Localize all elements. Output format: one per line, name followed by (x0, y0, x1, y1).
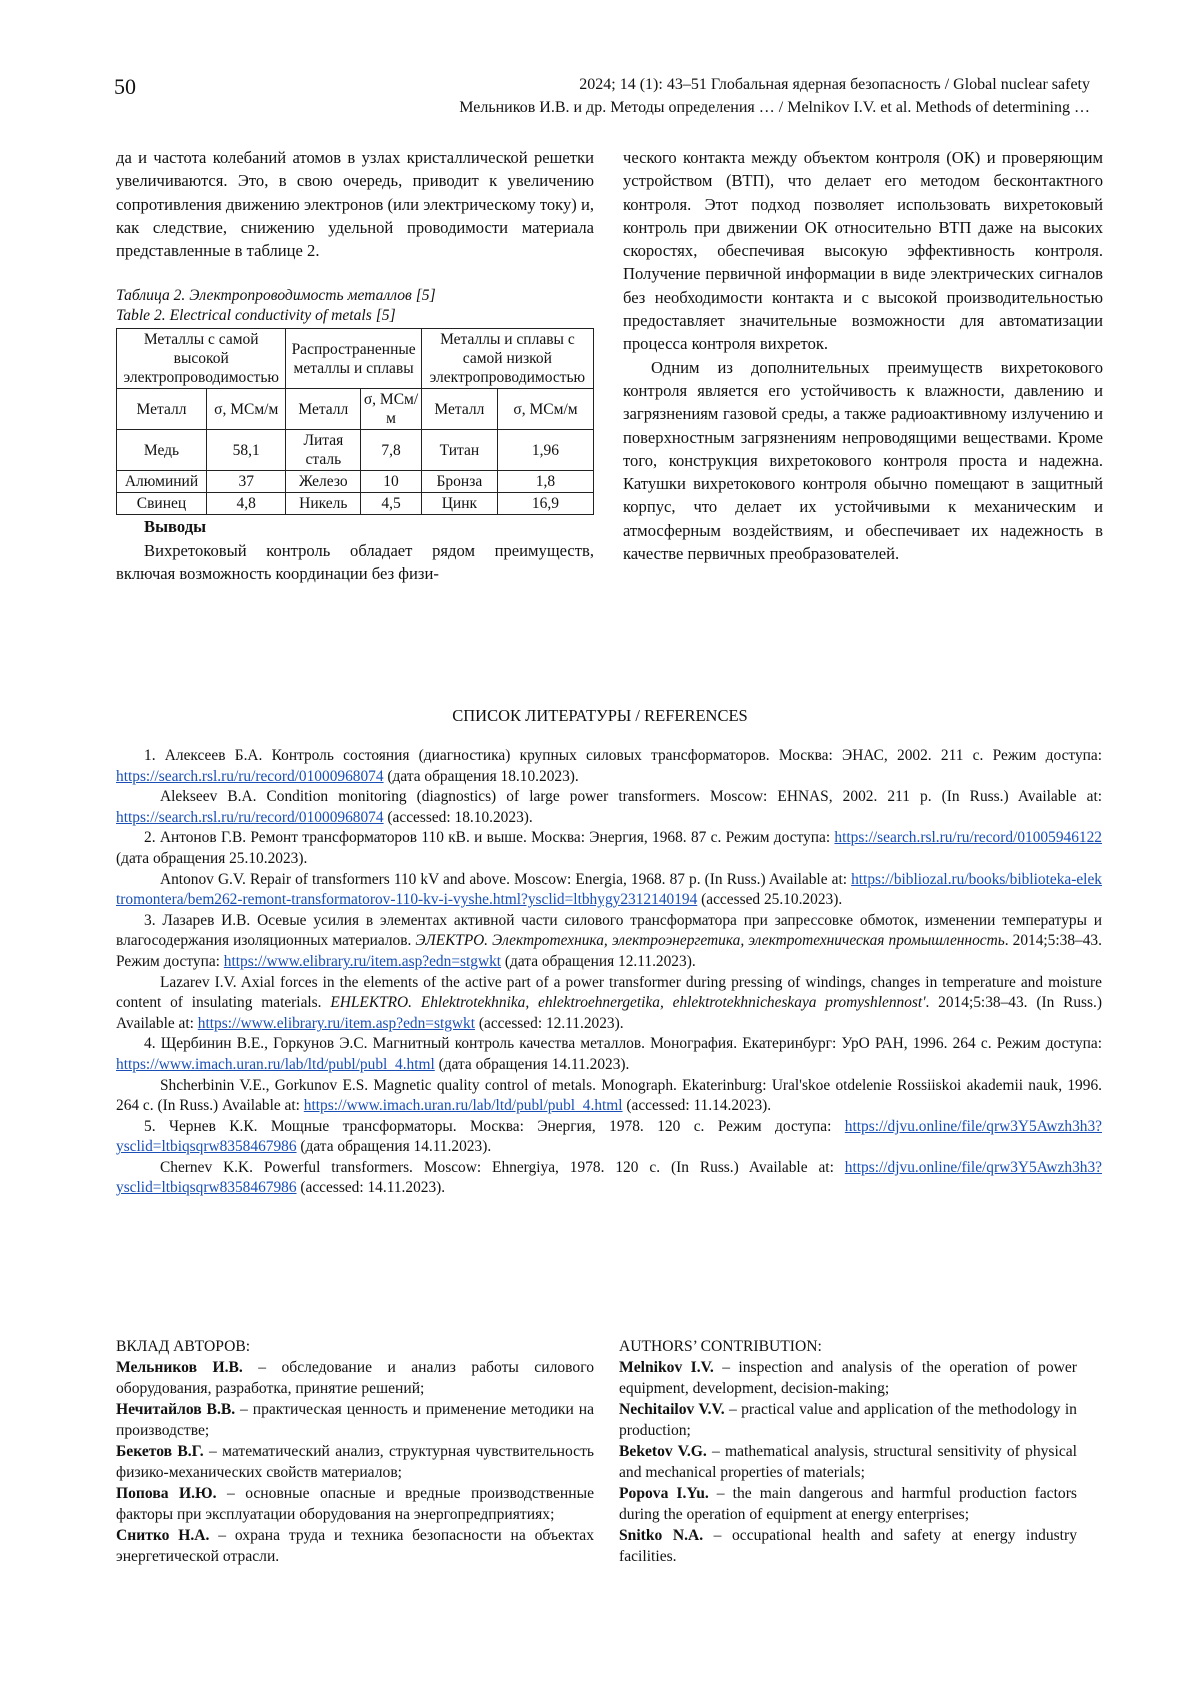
left-column (116, 146, 594, 585)
contribution-item: Мельников И.В. – обследование и анализ работы силового оборудования, разработка, принятие решений; (116, 1359, 595, 1397)
reference-4-en: Shcherbinin V.E., Gorkunov E.S. Magnetic quality control of metals. Monograph. Ekaterinburg: Ural'skoe otdelenie Rossiiskoi akademii nauk, 1996. 264 с. (In Russ.) Available at: https://www.imach.uran.ru/lab/ltd/publ/publ_4.html (accessed: 11.14.2023). (116, 1076, 1102, 1115)
contribution-item: Beketov V.G. – mathematical analysis, structural sensitivity of physical and mechanical properties of materials; (619, 1443, 1078, 1481)
table-cell: Никель (286, 493, 361, 515)
table-cell: 37 (206, 471, 285, 493)
col-header-metal: Металл (117, 389, 207, 430)
conclusions-paragraph: Вихретоковый контроль обладает рядом преимуществ, включая возможность координации без физи- (116, 540, 594, 584)
contribution-item: Снитко Н.А. – охрана труда и техника безопасности на объектах энергетической отрасли. (116, 1527, 594, 1565)
group-header-low: Металлы и сплавы с самой низкой электропроводимостью (421, 329, 593, 389)
contribution-item: Nechitailov V.V. – practical value and application of the methodology in production; (619, 1401, 1077, 1439)
table-group-header-row (117, 329, 594, 389)
intro-paragraph: да и частота колебаний атомов в узлах кристаллической решетки увеличиваются. Это, в свою очередь, приводит к увеличению сопротивления движению электронов (или электрическому току) и, как следствие, снижению удельной проводимости материала представленные в таблице 2. (116, 148, 594, 261)
reference-4-ru: 4. Щербинин В.Е., Горкунов Э.С. Магнитный контроль качества металлов. Монография. Екатеринбург: УрО РАН, 1996. 264 с. Режим доступа: https://www.imach.uran.ru/lab/ltd/publ/publ_4.html (дата обращения 14.11.2023). (116, 1035, 1102, 1073)
table-cell: 4,8 (206, 493, 285, 515)
reference-2-ru: 2. Антонов Г.В. Ремонт трансформаторов 110 кВ. и выше. Москва: Энергия, 1968. 87 с. Режим доступа: https://search.rsl.ru/ru/record/01005946122 (дата обращения 25.10.2023). (116, 829, 1102, 867)
contributions-en (619, 1336, 1077, 1567)
table-cell: Алюминий (117, 471, 207, 493)
contributions-ru-title: ВКЛАД АВТОРОВ: (116, 1338, 251, 1355)
col-header-metal: Металл (421, 389, 497, 430)
page-number: 50 (114, 74, 136, 99)
table-row (117, 430, 594, 471)
group-header-high: Металлы с самой высокой электропроводимостью (117, 329, 286, 389)
reference-2-en: Antonov G.V. Repair of transformers 110 kV and above. Moscow: Energia, 1968. 87 p. (In Russ.) Available at: https://bibliozal.ru/books/biblioteka-elektromontera/bem262-remont-transformatorov-110-kv-i-vyshe.html?ysclid=ltbhygy2312140194 (accessed 25.10.2023). (116, 870, 1102, 909)
table-cell: 16,9 (497, 493, 593, 515)
conclusions-heading: Выводы (144, 517, 207, 537)
group-header-common: Распространенные металлы и сплавы (286, 329, 421, 389)
reference-link[interactable]: https://search.rsl.ru/ru/record/01000968074 (116, 767, 384, 785)
reference-link[interactable]: https://www.elibrary.ru/item.asp?edn=stgwkt (197, 1014, 476, 1032)
table-cell: Цинк (421, 493, 497, 515)
contribution-item: Melnikov I.V. – inspection and analysis of the operation of power equipment, development, decision-making; (619, 1359, 1077, 1397)
contribution-item: Popova I.Yu. – the main dangerous and harmful production factors during the operation of equipment at energy enterprises; (619, 1485, 1077, 1523)
col-header-sigma: σ, МСм/м (206, 389, 285, 430)
table-caption (116, 286, 594, 326)
table-cell: 58,1 (206, 430, 285, 471)
contribution-item: Snitko N.A. – occupational health and safety at energy industry facilities. (619, 1527, 1078, 1565)
reference-3-ru: 3. Лазарев И.В. Осевые усилия в элементах активной части силового трансформатора при запрессовке обмоток, изменении температуры и влагосодержания изоляционных материалов. ЭЛЕКТРО. Электротехника, электроэнергетика, электротехническая промышленность. 2014;5:38–43. Режим доступа: https://www.elibrary.ru/item.asp?edn=stgwkt (дата обращения 12.11.2023). (116, 911, 1102, 970)
right-paragraph-2: Одним из дополнительных преимуществ вихретокового контроля является его устойчивость к влажности, давлению и загрязнениям газовой среды, а также радиоактивному излучению и поверхностным загрязнениям непроводящими веществами. Кроме того, конструкция вихретокового контроля проста и надежна. Катушки вихретокового контроля обычно помещают в защитный корпус, что делает их устойчивыми к механическим и атмосферным воздействиям, и обеспечивает их надежность в качестве первичных преобразователей. (623, 357, 1103, 564)
table-column-header-row (117, 389, 594, 430)
contributions-ru (116, 1336, 594, 1567)
reference-1-en: Alekseev B.A. Condition monitoring (diagnostics) of large power transformers. Moscow: EHNAS, 2002. 211 p. (In Russ.) Available at: https://search.rsl.ru/ru/record/01000968074 (accessed: 18.10.2023). (116, 788, 1102, 826)
table-cell: Железо (286, 471, 361, 493)
table-cell: 1,96 (497, 430, 593, 471)
reference-link[interactable]: https://www.imach.uran.ru/lab/ltd/publ/publ_4.html (116, 1055, 435, 1073)
reference-link[interactable]: https://www.elibrary.ru/item.asp?edn=stgwkt (223, 952, 502, 970)
journal-header: 2024; 14 (1): 43–51 Глобальная ядерная безопасность / Global nuclear safety (579, 76, 1090, 93)
reference-5-en: Chernev K.K. Powerful transformers. Moscow: Ehnergiya, 1978. 120 c. (In Russ.) Available at: https://djvu.online/file/qrw3Y5Awzh3h3?ysclid=ltbiqsqrw8358467986 (accessed: 14.11.2023). (116, 1158, 1102, 1197)
col-header-sigma: σ, МСм/м (497, 389, 593, 430)
reference-link[interactable]: https://djvu.online/file/qrw3Y5Awzh3h3?ysclid=ltbiqsqrw8358467986 (116, 1117, 1102, 1156)
contribution-item: Бекетов В.Г. – математический анализ, структурная чувствительность физико-механических свойств материалов; (116, 1443, 595, 1481)
reference-1-ru: 1. Алексеев Б.А. Контроль состояния (диагностика) крупных силовых трансформаторов. Москва: ЭНАС, 2002. 211 с. Режим доступа: https://search.rsl.ru/ru/record/01000968074 (дата обращения 18.10.2023). (116, 747, 1102, 785)
table-cell: Литая сталь (286, 430, 361, 471)
conductivity-table (116, 328, 594, 515)
article-running-title: Мельников И.В. и др. Методы определения … / Melnikov I.V. et al. Methods of determining … (459, 99, 1090, 116)
reference-link[interactable]: https://www.imach.uran.ru/lab/ltd/publ/publ_4.html (303, 1097, 623, 1115)
col-header-metal: Металл (286, 389, 361, 430)
right-column (623, 146, 1103, 565)
table-cell: 1,8 (497, 471, 593, 493)
contribution-item: Попова И.Ю. – основные опасные и вредные производственные факторы при эксплуатации оборудования на энергопредприятиях; (116, 1485, 594, 1523)
reference-3-en: Lazarev I.V. Axial forces in the elements of the active part of a power transformer during pressing of windings, changes in temperature and moisture content of insulating materials. EHLEKTRO. Ehlektrotekhnika, ehlektroehnergetika, ehlektrotekhnicheskaya promyshlennost'. 2014;5:38–43. (In Russ.) Available at: https://www.elibrary.ru/item.asp?edn=stgwkt (accessed: 12.11.2023). (116, 973, 1102, 1032)
table-cell: Медь (117, 430, 207, 471)
reference-5-ru: 5. Чернев К.К. Мощные трансформаторы. Москва: Энергия, 1978. 120 с. Режим доступа: https://djvu.online/file/qrw3Y5Awzh3h3?ysclid=ltbiqsqrw8358467986 (дата обращения 14.11.2023). (116, 1117, 1102, 1156)
right-paragraph-1: ческого контакта между объектом контроля (ОК) и проверяющим устройством (ВТП), что делает его методом бесконтактного контроля. Этот подход позволяет использовать вихретоковый контроль при движении ОК относительно ВТП даже на высоких скоростях, обеспечивая высокую эффективность контроля. Получение первичной информации в виде электрических сигналов без необходимости контакта и с высокой производительностью предоставляет значительные возможности для автоматизации процесса контроля вихреток. (623, 148, 1103, 354)
table-caption-en: Table 2. Electrical conductivity of metals [5] (116, 307, 396, 325)
references-title: СПИСОК ЛИТЕРАТУРЫ / REFERENCES (452, 706, 748, 725)
col-header-sigma: σ, МСм/м (361, 389, 422, 430)
table-row (117, 471, 594, 493)
contributions-en-title: AUTHORS’ CONTRIBUTION: (619, 1338, 822, 1355)
reference-link[interactable]: https://search.rsl.ru/ru/record/01005946122 (834, 829, 1102, 847)
table-cell: 10 (361, 471, 422, 493)
table-caption-ru: Таблица 2. Электропроводимость металлов [5] (116, 287, 436, 305)
table-cell: 4,5 (361, 493, 422, 515)
table-cell: Титан (421, 430, 497, 471)
reference-link[interactable]: https://djvu.online/file/qrw3Y5Awzh3h3?ysclid=ltbiqsqrw8358467986 (116, 1158, 1102, 1197)
reference-link[interactable]: https://search.rsl.ru/ru/record/01000968074 (116, 808, 384, 826)
reference-link[interactable]: https://bibliozal.ru/books/biblioteka-elektromontera/bem262-remont-transformatorov-110-kv-i-vyshe.html?ysclid=ltbhygy2312140194 (116, 870, 1102, 909)
contribution-item: Нечитайлов В.В. – практическая ценность и применение методики на производстве; (116, 1401, 595, 1439)
table-cell: Бронза (421, 471, 497, 493)
table-cell: 7,8 (361, 430, 422, 471)
table-cell: Свинец (117, 493, 207, 515)
table-row (117, 493, 594, 515)
references-list (116, 746, 1102, 1199)
